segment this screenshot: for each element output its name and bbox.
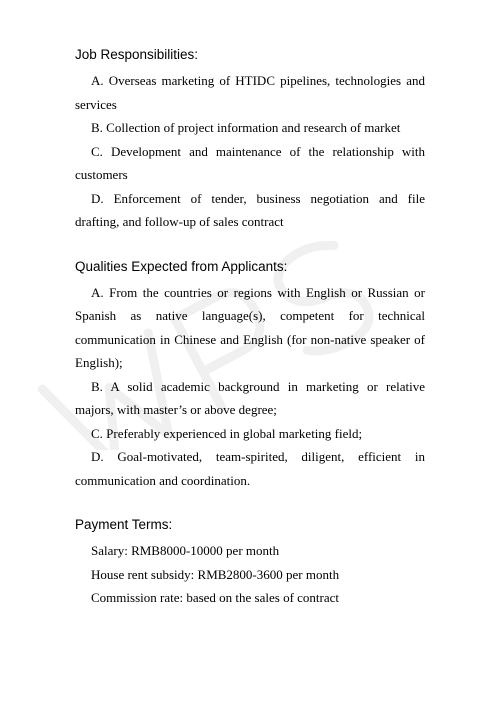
section-heading: Job Responsibilities: bbox=[75, 47, 199, 62]
section-heading: Qualities Expected from Applicants: bbox=[75, 258, 288, 274]
list-item: D. Goal-motivated, team-spirited, diligent, efficient in communication and coordination. bbox=[75, 449, 425, 488]
list-item: A. From the countries or regions with English or Russian or Spanish as native language(s), competent for technical communication in Chinese and English (for non-native speaker of English); bbox=[75, 284, 425, 370]
list-item: B. A solid academic background in marketing or relative majors, with master’s or above degree; bbox=[75, 378, 425, 417]
list-item: House rent subsidy: RMB2800-3600 per month bbox=[91, 566, 340, 582]
document-page bbox=[75, 45, 425, 633]
section-heading: Payment Terms: bbox=[75, 517, 173, 532]
list-item: Commission rate: based on the sales of contract bbox=[91, 590, 340, 605]
qualities-section bbox=[75, 257, 425, 493]
list-item: C. Development and maintenance of the relationship with customers bbox=[75, 143, 425, 182]
list-item: A. Overseas marketing of HTIDC pipelines, technologies and services bbox=[75, 73, 425, 112]
job-responsibilities-section bbox=[75, 45, 425, 234]
list-item: C. Preferably experienced in global marketing field; bbox=[91, 425, 363, 441]
list-item: Salary: RMB8000-10000 per month bbox=[91, 543, 280, 558]
list-item: D. Enforcement of tender, business negotiation and file drafting, and follow-up of sales contract bbox=[75, 190, 425, 229]
list-item: B. Collection of project information and research of market bbox=[91, 120, 401, 135]
payment-terms-section bbox=[75, 515, 425, 610]
